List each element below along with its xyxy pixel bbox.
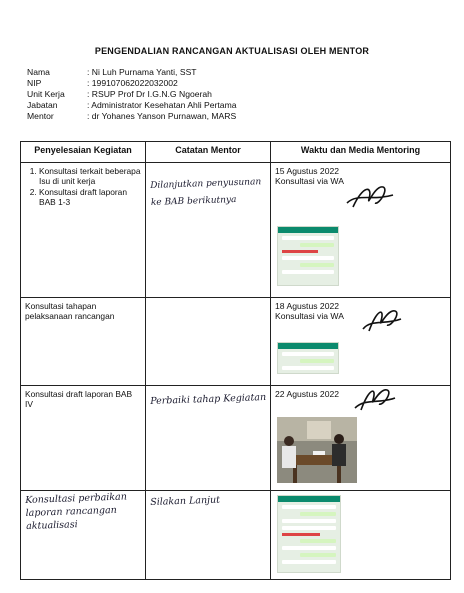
info-row-jabatan bbox=[27, 100, 237, 111]
info-row-unit-kerja bbox=[27, 89, 237, 100]
mentor-handwritten-note: Perbaiki tahap Kegiatan bbox=[150, 391, 267, 407]
mentor-note-cell bbox=[146, 163, 271, 298]
time-media-cell bbox=[271, 163, 451, 298]
info-label: Mentor bbox=[27, 111, 54, 121]
activity-handwritten: Konsultasi perbaikan laporan rancangan aktualisasi bbox=[25, 491, 128, 532]
mentor-handwritten-note: Silakan Lanjut bbox=[150, 494, 221, 508]
mentoring-table bbox=[20, 141, 451, 580]
mentoring-photo bbox=[277, 417, 357, 483]
info-label: NIP bbox=[27, 78, 42, 88]
activity-cell bbox=[21, 163, 146, 298]
activity-cell bbox=[21, 491, 146, 580]
list-item: 1. Konsultasi terkait beberapa Isu di unit kerja bbox=[39, 166, 141, 186]
info-value: : dr Yohanes Yanson Purnawan, MARS bbox=[87, 111, 237, 121]
info-value: : Administrator Kesehatan Ahli Pertama bbox=[87, 100, 237, 110]
header-time-media: Waktu dan Media Mentoring bbox=[271, 142, 451, 163]
whatsapp-screenshot bbox=[277, 226, 339, 286]
table-row bbox=[21, 386, 451, 491]
mentor-signature-icon bbox=[351, 384, 399, 414]
activity-list bbox=[25, 166, 141, 207]
info-row-mentor bbox=[27, 111, 237, 122]
table-row bbox=[21, 163, 451, 298]
mentor-signature-icon bbox=[343, 181, 397, 213]
info-label: Nama bbox=[27, 67, 50, 77]
mentor-note-cell bbox=[146, 491, 271, 580]
info-label: Unit Kerja bbox=[27, 89, 65, 99]
info-row-nip bbox=[27, 78, 237, 89]
header-mentor-note: Catatan Mentor bbox=[146, 142, 271, 163]
identity-block bbox=[27, 67, 237, 122]
time-media-cell bbox=[271, 491, 451, 580]
table-header-row bbox=[21, 142, 451, 163]
info-value: : 199107062022032002 bbox=[87, 78, 178, 88]
mentoring-date: 22 Agustus 2022 bbox=[275, 389, 340, 399]
mentor-note-cell bbox=[146, 386, 271, 491]
whatsapp-screenshot bbox=[277, 342, 339, 374]
mentoring-date: 15 Agustus 2022 bbox=[275, 166, 340, 176]
document-title: PENGENDALIAN RANCANGAN AKTUALISASI OLEH MENTOR bbox=[94, 46, 370, 56]
list-item: 2. Konsultasi draft laporan BAB 1-3 bbox=[39, 187, 141, 207]
info-row-nama bbox=[27, 67, 237, 78]
mentor-signature-icon bbox=[359, 303, 405, 335]
mentoring-date: 18 Agustus 2022 bbox=[275, 301, 340, 311]
time-media-cell bbox=[271, 386, 451, 491]
activity-cell: Konsultasi tahapan pelaksanaan rancangan bbox=[21, 298, 146, 386]
mentoring-media: Konsultasi via WA bbox=[275, 176, 344, 186]
table-row bbox=[21, 491, 451, 580]
activity-cell: Konsultasi draft laporan BAB IV bbox=[21, 386, 146, 491]
mentor-handwritten-note: Dilanjutkan penyusunan ke BAB berikutnya bbox=[150, 177, 262, 208]
whatsapp-screenshot bbox=[277, 495, 341, 573]
info-value: : RSUP Prof Dr I.G.N.G Ngoerah bbox=[87, 89, 212, 99]
info-value: : Ni Luh Purnama Yanti, SST bbox=[87, 67, 197, 77]
mentoring-media: Konsultasi via WA bbox=[275, 311, 344, 321]
mentor-note-cell bbox=[146, 298, 271, 386]
info-label: Jabatan bbox=[27, 100, 58, 110]
table-row bbox=[21, 298, 451, 386]
header-activity: Penyelesaian Kegiatan bbox=[21, 142, 146, 163]
time-media-cell bbox=[271, 298, 451, 386]
